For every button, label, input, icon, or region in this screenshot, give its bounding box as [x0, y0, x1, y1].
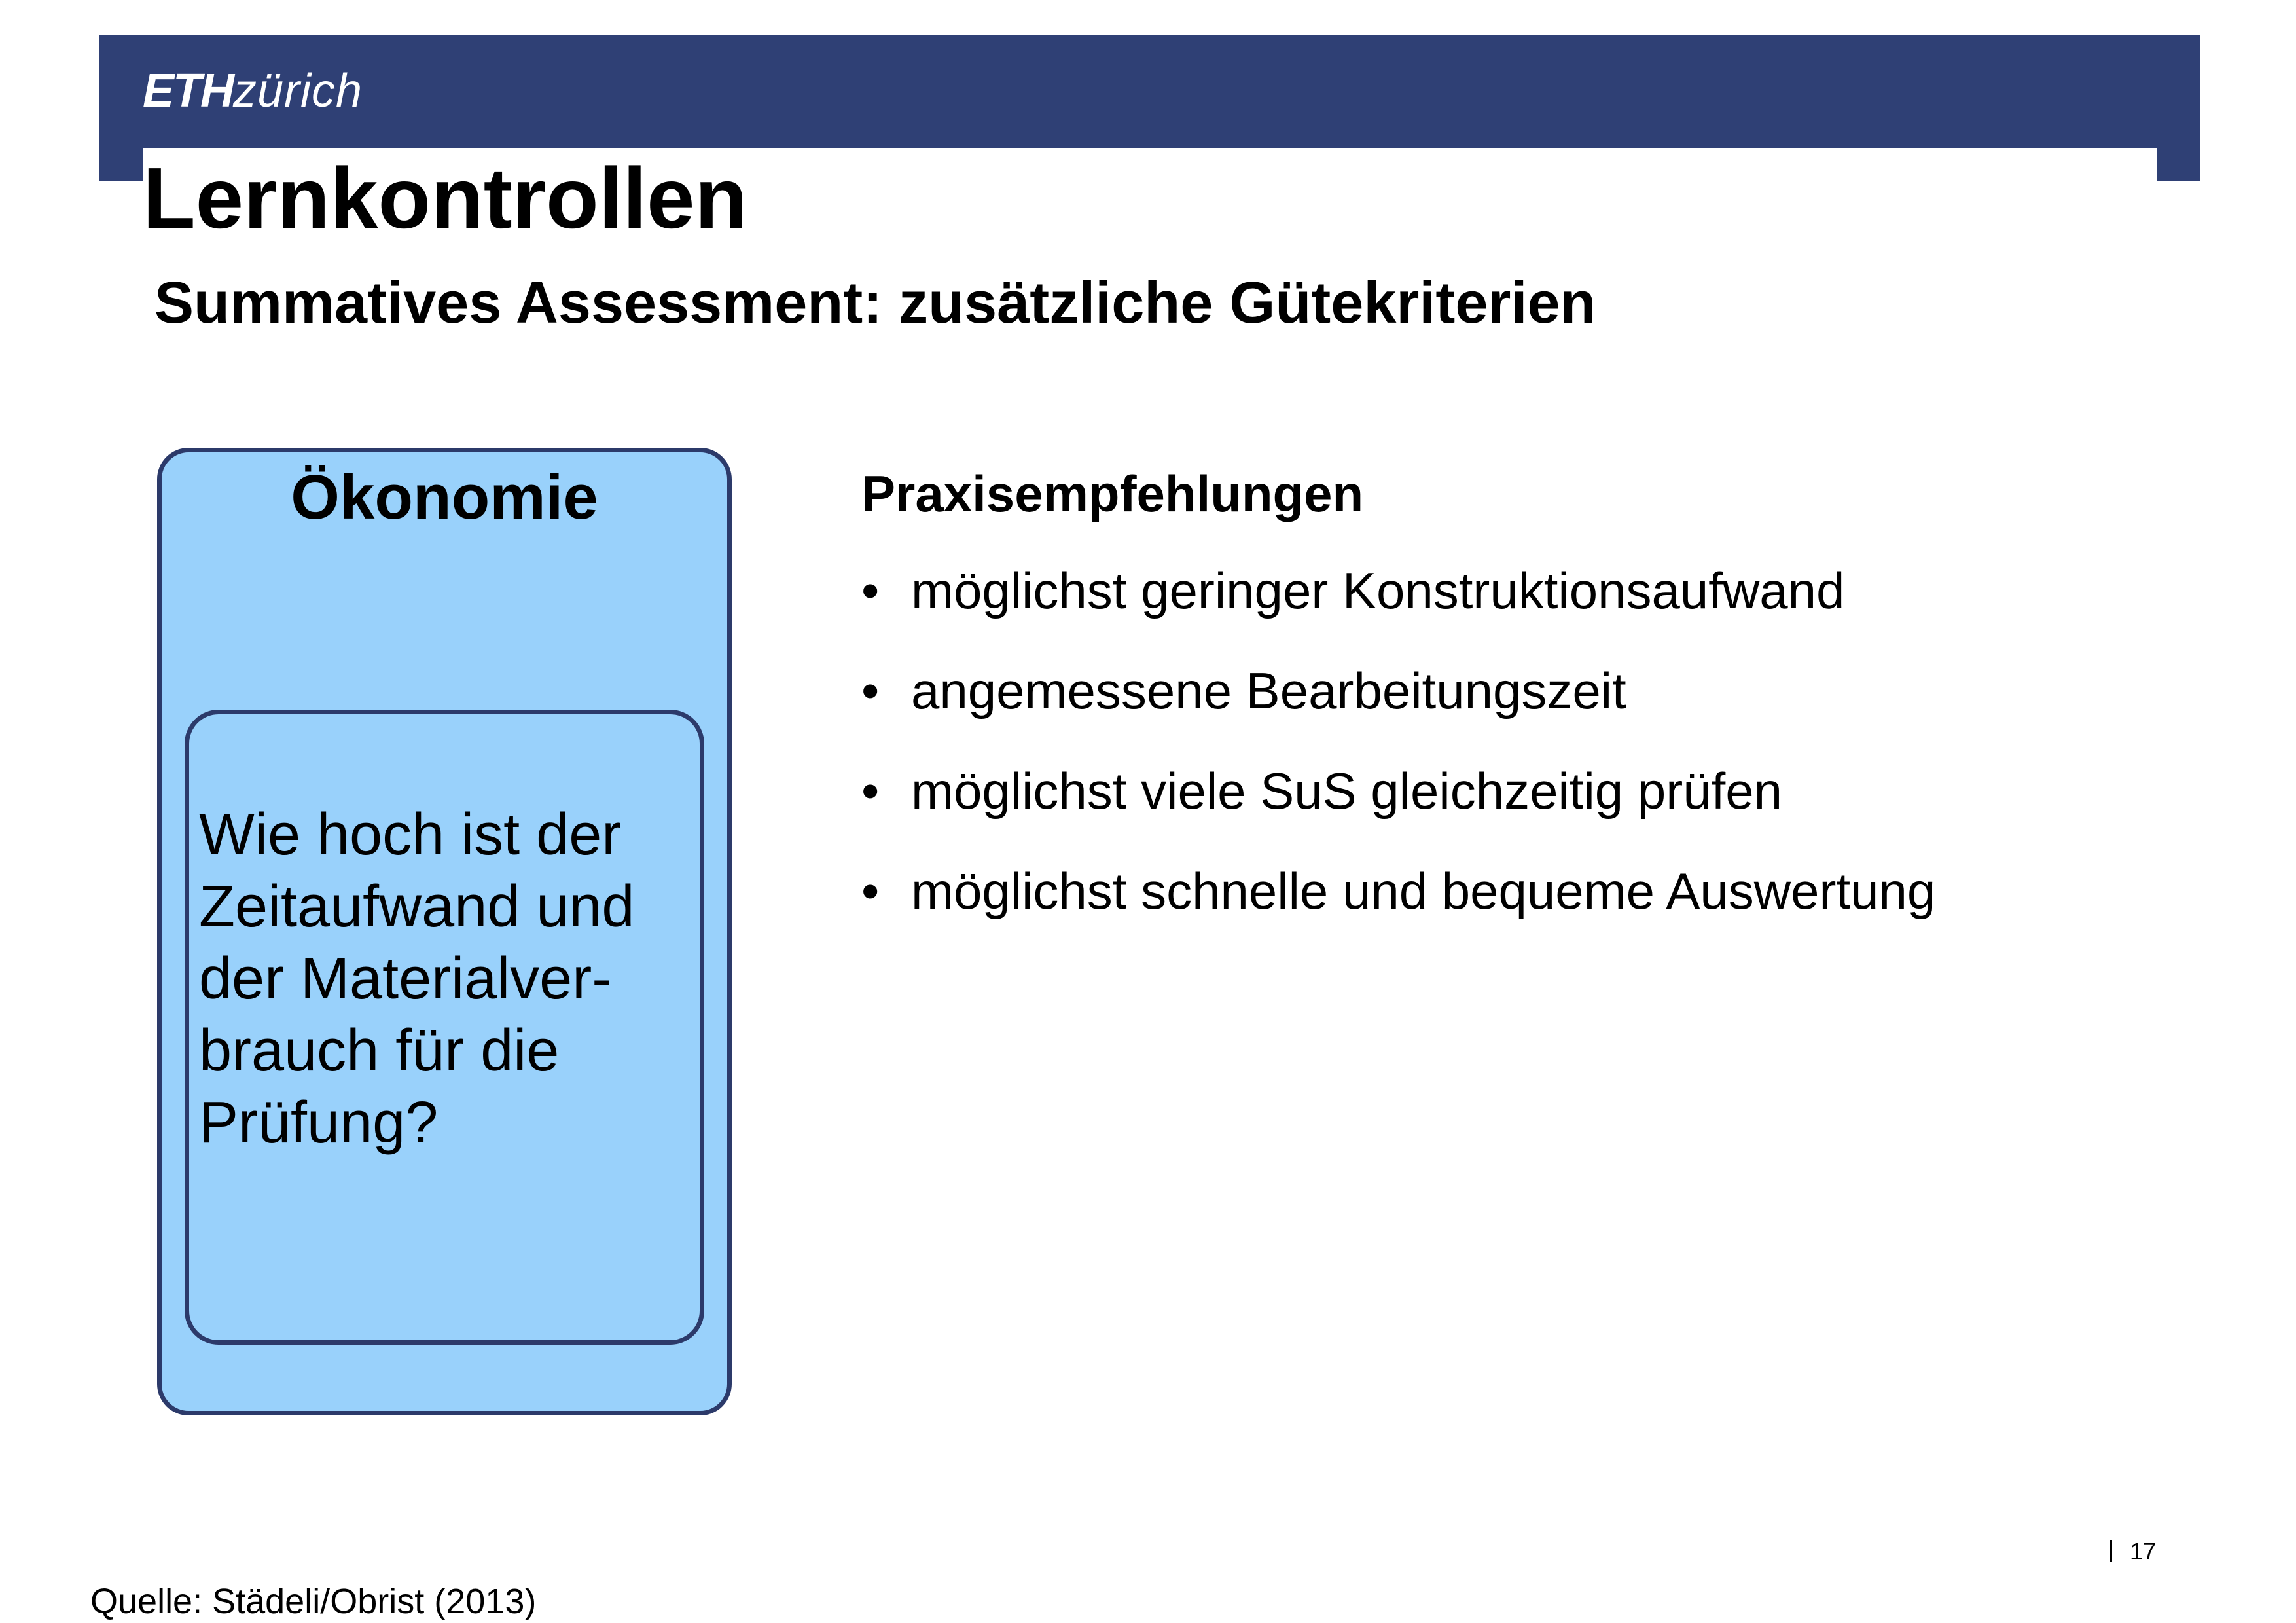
list-item-text: möglichst geringer Konstruktionsaufwand: [911, 562, 1845, 619]
logo-eth-text: ETH: [143, 65, 233, 117]
page-number: 17: [2130, 1538, 2157, 1565]
recommendations-heading: Praxisempfehlungen: [861, 465, 1364, 522]
list-item-text: angemessene Bearbeitungszeit: [911, 662, 1626, 720]
eth-zurich-logo: [143, 63, 363, 119]
source-citation: Quelle: Städeli/Obrist (2013): [90, 1582, 537, 1621]
page-title: Lernkontrollen: [143, 150, 748, 246]
bullet-icon: •: [861, 862, 880, 920]
bullet-icon: •: [861, 762, 880, 820]
page-number-separator: [2110, 1540, 2112, 1562]
logo-zurich-text: zürich: [233, 65, 363, 117]
page-subtitle: Summatives Assessment: zusätzliche Gütekriterien: [154, 270, 1596, 336]
bullet-icon: •: [861, 662, 880, 720]
list-item-text: möglichst schnelle und bequeme Auswertung: [911, 862, 1936, 920]
list-item-text: möglichst viele SuS gleichzeitig prüfen: [911, 762, 1783, 820]
bullet-icon: •: [861, 562, 880, 619]
criterion-question: Wie hoch ist der Zeitaufwand und der Materialver- brauch für die Prüfung?: [199, 802, 635, 1156]
criterion-title: Ökonomie: [291, 462, 598, 532]
